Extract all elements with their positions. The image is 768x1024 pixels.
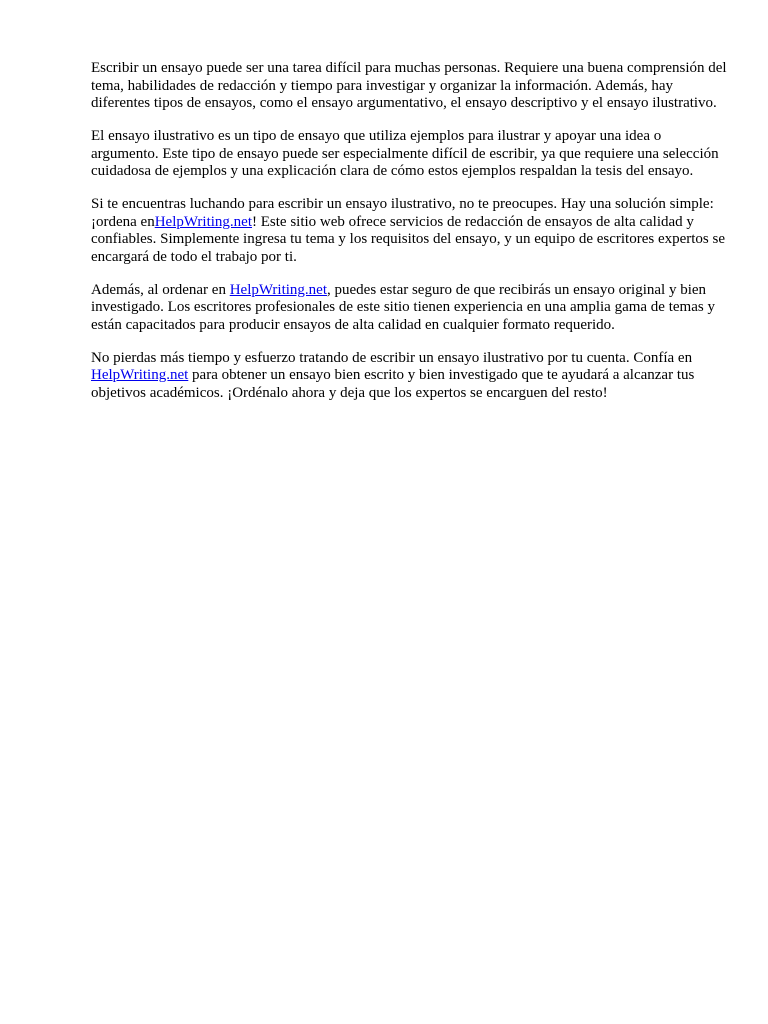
paragraph-3-text-before: Si te encuentras luchando para escribir un ensayo ilustrativo, no te preocupes. Hay una solución simple: ¡ordena en	[91, 196, 714, 230]
helpwriting-link-2[interactable]: HelpWriting.net	[229, 281, 327, 298]
paragraph-1-text: Escribir un ensayo puede ser una tarea difícil para muchas personas. Requiere una buena comprensión del tema, habilidades de redacción y tiempo para investigar y organizar la información. Además, hay diferentes tipos de ensayos, como el ensayo argumentativo, el ensayo descriptivo y el ensayo ilustrativo.	[91, 60, 727, 111]
paragraph-2-text: El ensayo ilustrativo es un tipo de ensayo que utiliza ejemplos para ilustrar y apoyar una idea o argumento. Este tipo de ensayo puede ser especialmente difícil de escribir, ya que requiere una selección cuidadosa de ejemplos y una explicación clara de cómo estos ejemplos respaldan la tesis del ensayo.	[91, 128, 719, 179]
paragraph-4-text-before: Además, al ordenar en	[91, 281, 230, 298]
paragraph-5-text-after: para obtener un ensayo bien escrito y bien investigado que te ayudará a alcanzar tus objetivos académicos. ¡Ordénalo ahora y deja que los expertos se encarguen del resto!	[91, 367, 695, 401]
paragraph-4	[91, 282, 731, 335]
helpwriting-link-1[interactable]: HelpWriting.net	[154, 213, 253, 230]
paragraph-1	[91, 60, 731, 113]
document-body	[91, 60, 731, 418]
paragraph-2	[91, 128, 731, 181]
paragraph-3	[91, 196, 731, 266]
paragraph-3-text-after: ! Este sitio web ofrece servicios de redacción de ensayos de alta calidad y confiables. Simplemente ingresa tu tema y los requisitos del ensayo, y un equipo de escritores expertos se encargará de todo el trabajo por ti.	[91, 213, 726, 265]
paragraph-5-text-before: No pierdas más tiempo y esfuerzo tratando de escribir un ensayo ilustrativo por tu cuenta. Confía en	[91, 349, 693, 366]
paragraph-4-text-after: , puedes estar seguro de que recibirás un ensayo original y bien investigado. Los escritores profesionales de este sitio tienen experiencia en una amplia gama de temas y están capacitados para producir ensayos de alta calidad en cualquier formato requerido.	[91, 281, 715, 333]
helpwriting-link-3[interactable]: HelpWriting.net	[91, 367, 189, 383]
paragraph-5	[91, 350, 731, 403]
